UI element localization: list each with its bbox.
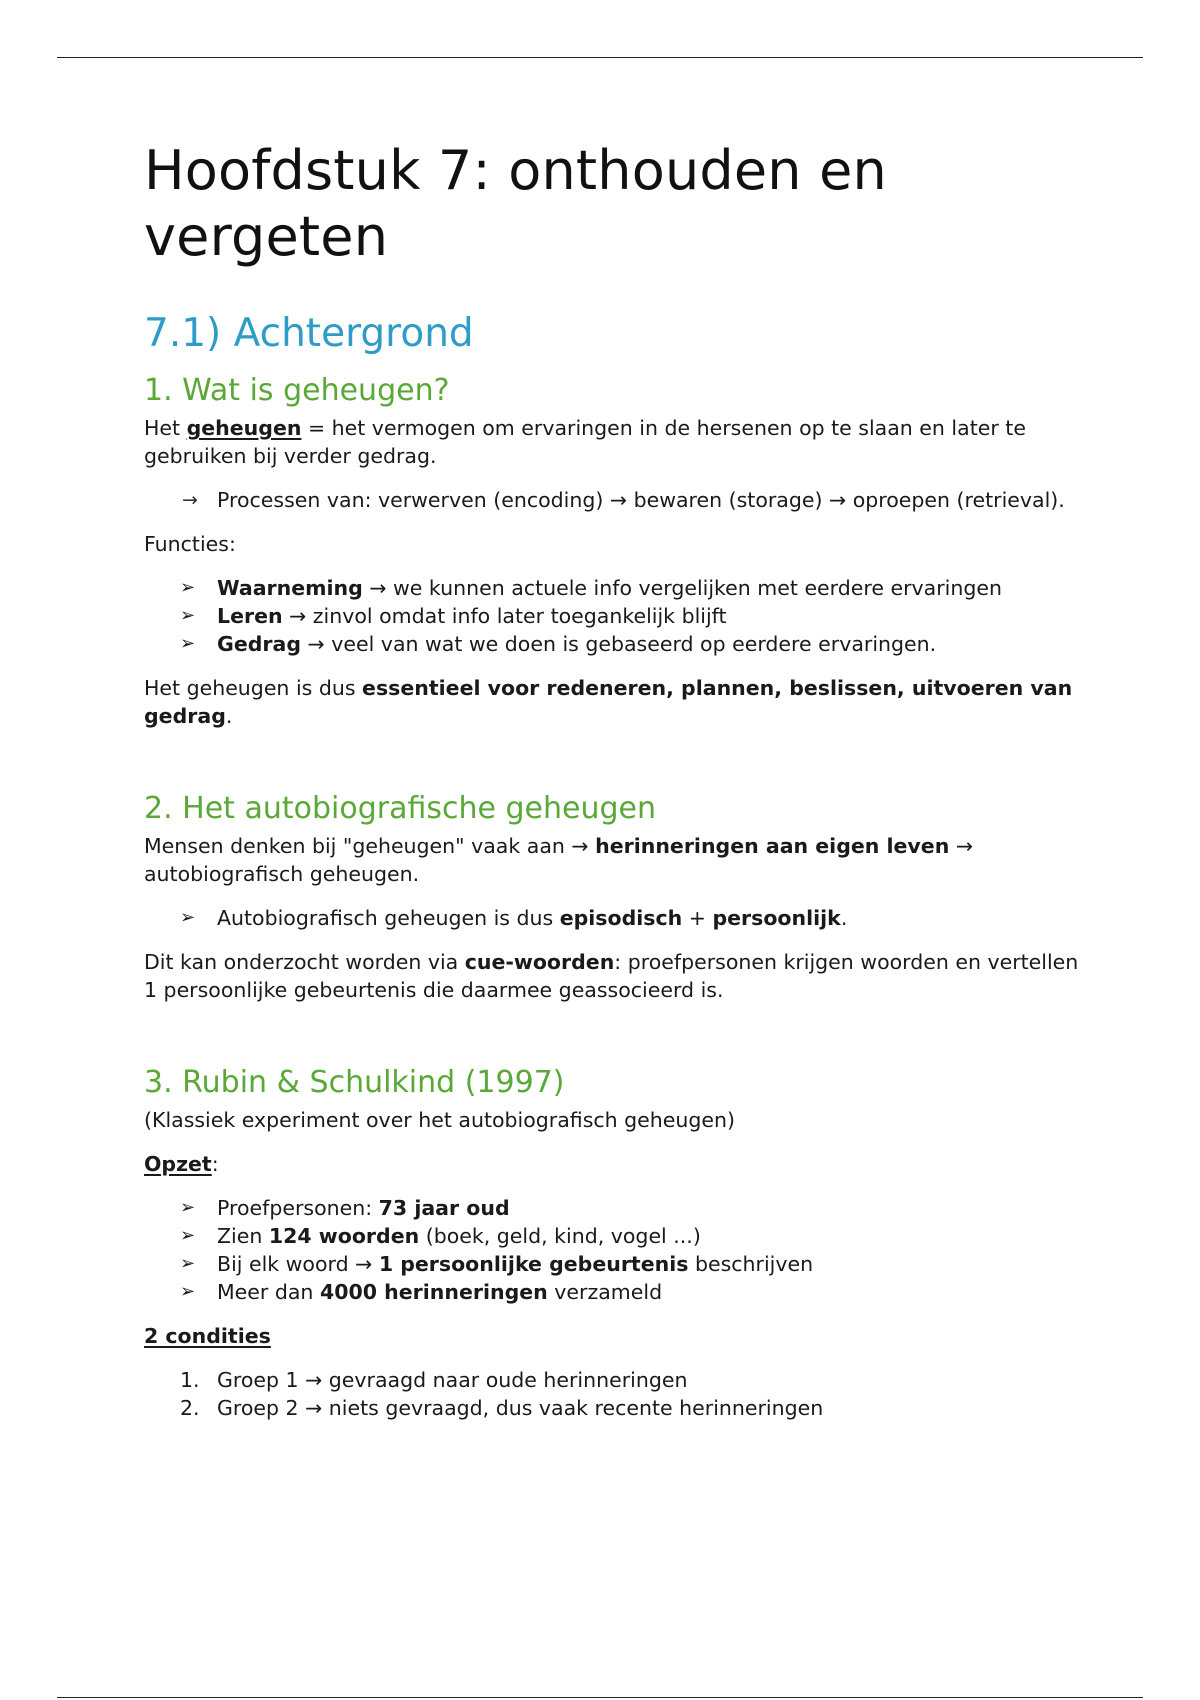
bottom-rule	[57, 1697, 1143, 1698]
opzet-bold: 4000 herinneringen	[319, 1280, 548, 1304]
intro-bold: herinneringen aan eigen leven	[595, 834, 950, 858]
list-item	[144, 1366, 1084, 1394]
list-item	[144, 630, 1084, 658]
opzet-bold: 73 jaar oud	[378, 1196, 510, 1220]
conditions-label-line	[144, 1322, 1084, 1350]
definition-paragraph	[144, 414, 1084, 470]
opzet-pre: Meer dan	[217, 1280, 320, 1304]
opzet-label: Opzet	[144, 1152, 212, 1176]
summary-bold: essentieel voor redeneren, plannen, beslissen, uitvoeren van gedrag	[144, 676, 1073, 728]
list-item	[144, 904, 1084, 932]
heading-autobiografisch: 2. Het autobiografische geheugen	[144, 791, 657, 826]
list-item	[144, 1278, 1084, 1306]
autobio-bold-2: persoonlijk	[712, 906, 841, 930]
process-list	[144, 486, 1084, 514]
autobio-mid: +	[682, 906, 713, 930]
list-item	[144, 1394, 1084, 1422]
function-text: → we kunnen actuele info vergelijken met eerdere ervaringen	[362, 576, 1002, 600]
arrowhead-bullet-icon: ➢	[180, 1253, 196, 1274]
opzet-pre: Zien	[217, 1224, 269, 1248]
opzet-bold: 124 woorden	[268, 1224, 420, 1248]
function-text: → veel van wat we doen is gebaseerd op eerdere ervaringen.	[301, 632, 937, 656]
intro-paragraph	[144, 832, 1084, 888]
condition-text: Groep 1 → gevraagd naar oude herinneringen	[217, 1368, 688, 1392]
list-item	[144, 1222, 1084, 1250]
opzet-post: verzameld	[547, 1280, 663, 1304]
list-item	[144, 602, 1084, 630]
arrowhead-bullet-icon: ➢	[180, 577, 196, 598]
conditions-list	[144, 1366, 1084, 1422]
heading-rubin-schulkind: 3. Rubin & Schulkind (1997)	[144, 1065, 565, 1100]
opzet-list	[144, 1194, 1084, 1306]
arrow-bullet-icon: →	[182, 489, 198, 511]
functions-list	[144, 574, 1084, 658]
arrowhead-bullet-icon: ➢	[180, 1197, 196, 1218]
definition-post: = het vermogen om ervaringen in de hersenen op te slaan en later te gebruiken bij verder gedrag.	[144, 416, 1026, 468]
function-term: Waarneming	[217, 576, 363, 600]
autobio-list	[144, 904, 1084, 932]
arrowhead-bullet-icon: ➢	[180, 633, 196, 654]
list-item	[144, 486, 1084, 514]
top-rule	[57, 57, 1143, 58]
autobio-bold-1: episodisch	[559, 906, 683, 930]
summary-pre: Het geheugen is dus	[144, 676, 363, 700]
summary-post: .	[225, 704, 233, 728]
list-number: 2.	[180, 1396, 200, 1420]
opzet-post: beschrijven	[688, 1252, 814, 1276]
experiment-subtitle: (Klassiek experiment over het autobiografisch geheugen)	[144, 1108, 736, 1132]
autobio-pre: Autobiografisch geheugen is dus	[217, 906, 560, 930]
conditions-label: 2 condities	[144, 1324, 271, 1348]
intro-pre: Mensen denken bij "geheugen" vaak aan →	[144, 834, 596, 858]
opzet-colon: :	[211, 1152, 219, 1176]
autobio-post: .	[840, 906, 848, 930]
arrowhead-bullet-icon: ➢	[180, 907, 196, 928]
definition-pre: Het	[144, 416, 187, 440]
function-term: Gedrag	[217, 632, 302, 656]
cue-bold: cue-woorden	[464, 950, 615, 974]
arrowhead-bullet-icon: ➢	[180, 605, 196, 626]
list-number: 1.	[180, 1368, 200, 1392]
opzet-bold: 1 persoonlijke gebeurtenis	[378, 1252, 689, 1276]
functions-label: Functies:	[144, 532, 236, 556]
condition-text: Groep 2 → niets gevraagd, dus vaak recente herinneringen	[217, 1396, 824, 1420]
definition-term: geheugen	[186, 416, 302, 440]
opzet-pre: Bij elk woord →	[217, 1252, 379, 1276]
opzet-pre: Proefpersonen:	[217, 1196, 379, 1220]
arrowhead-bullet-icon: ➢	[180, 1225, 196, 1246]
list-item	[144, 1194, 1084, 1222]
arrowhead-bullet-icon: ➢	[180, 1281, 196, 1302]
summary-paragraph	[144, 674, 1084, 730]
process-text: Processen van: verwerven (encoding) → bewaren (storage) → oproepen (retrieval).	[217, 488, 1065, 512]
cue-post: : proefpersonen krijgen woorden en vertellen 1 persoonlijke gebeurtenis die daarmee geassocieerd is.	[144, 950, 1079, 1002]
opzet-label-line	[144, 1150, 1084, 1178]
document-title: Hoofdstuk 7: onthouden en vergeten	[144, 139, 887, 268]
opzet-post: (boek, geld, kind, vogel ...)	[419, 1224, 701, 1248]
cue-paragraph	[144, 948, 1084, 1004]
cue-pre: Dit kan onderzocht worden via	[144, 950, 465, 974]
function-term: Leren	[217, 604, 283, 628]
list-item	[144, 1250, 1084, 1278]
document-body	[144, 138, 1084, 1422]
function-text: → zinvol omdat info later toegankelijk blijft	[282, 604, 727, 628]
heading-wat-is-geheugen: 1. Wat is geheugen?	[144, 373, 450, 408]
section-heading: 7.1) Achtergrond	[144, 311, 474, 356]
intro-post: → autobiografisch geheugen.	[144, 834, 973, 886]
list-item	[144, 574, 1084, 602]
